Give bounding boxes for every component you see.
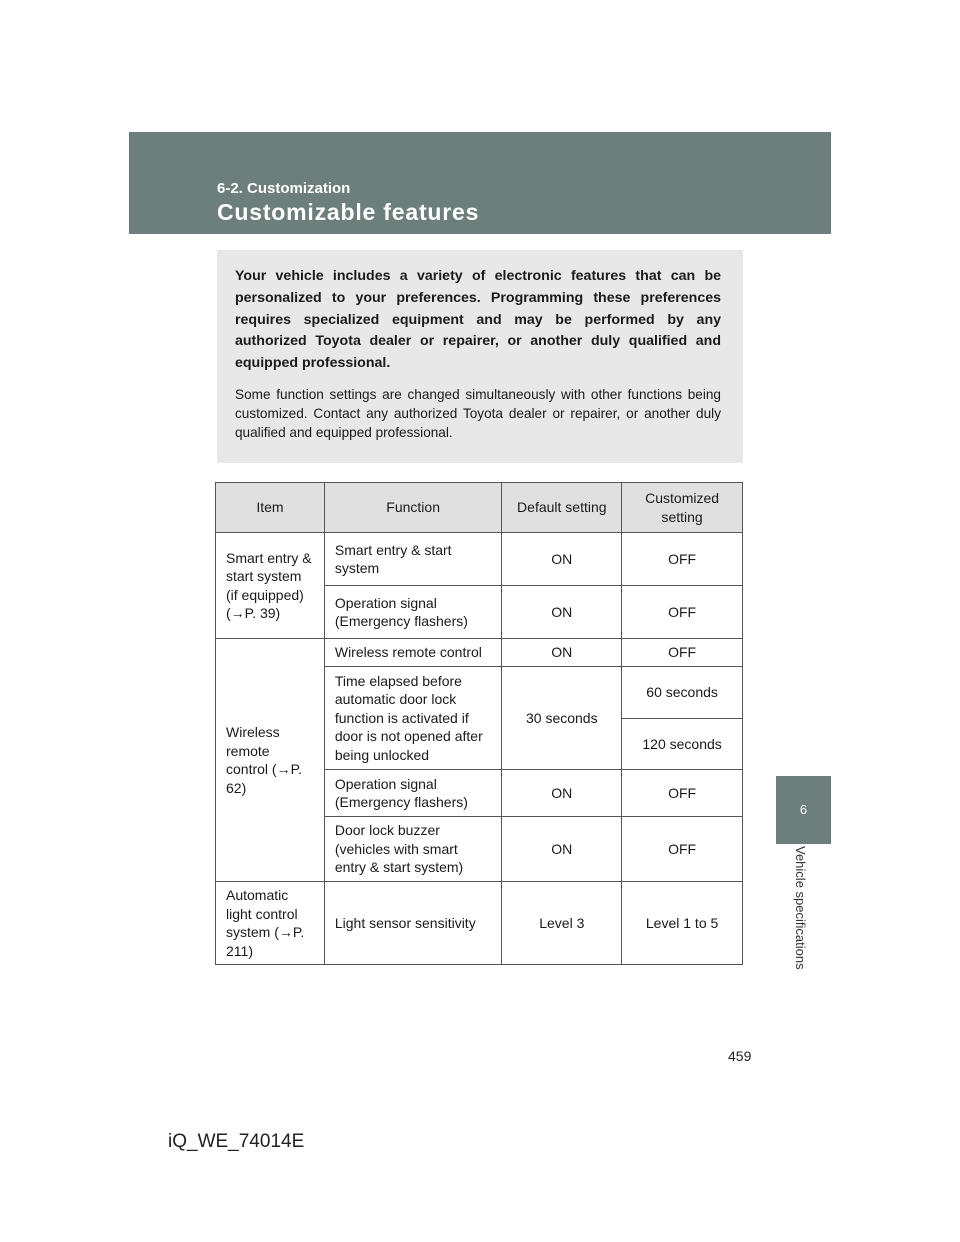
- function-cell: Light sensor sensitivity: [324, 882, 502, 965]
- item-cell: Smart entry & start system (if equipped) (→P. 39): [216, 533, 325, 639]
- chapter-label: Vehicle specifications: [793, 846, 808, 970]
- custom-cell: OFF: [622, 770, 743, 817]
- section-label: 6-2. Customization: [217, 180, 351, 197]
- table-header-row: [216, 483, 743, 533]
- custom-cell: 120 seconds: [622, 719, 743, 770]
- header-default: Default setting: [502, 483, 622, 533]
- table-row: [216, 639, 743, 667]
- intro-note-text: Some function settings are changed simultaneously with other functions being customized. Contact any authorized Toyota dealer or repairer, or another duly qualified and equipped professional.: [235, 386, 721, 440]
- table-row: [216, 533, 743, 586]
- chapter-tab[interactable]: 6: [776, 776, 831, 844]
- function-cell: Wireless remote control: [324, 639, 502, 667]
- item-cell: Wireless remote control (→P. 62): [216, 639, 325, 882]
- header-item: Item: [216, 483, 325, 533]
- function-cell: Operation signal (Emergency flashers): [324, 770, 502, 817]
- page-number: 459: [728, 1048, 752, 1064]
- default-cell: ON: [502, 817, 622, 882]
- custom-cell: OFF: [622, 817, 743, 882]
- header-band: [129, 132, 831, 234]
- default-cell: ON: [502, 586, 622, 639]
- customization-table: [215, 482, 743, 965]
- function-cell: Time elapsed before automatic door lock function is activated if door is not opened after being unlocked: [324, 667, 502, 770]
- default-cell: ON: [502, 533, 622, 586]
- intro-bold-text: Your vehicle includes a variety of electronic features that can be personalized to your preferences. Programming these preferences requires specialized equipment and may be performed by any authorized Toyota dealer or repairer, or another duly qualified and equipped professional.: [235, 268, 721, 372]
- custom-cell: OFF: [622, 586, 743, 639]
- page-title: Customizable features: [217, 199, 480, 225]
- header-customized: Customized setting: [622, 483, 743, 533]
- custom-cell: 60 seconds: [622, 667, 743, 719]
- function-cell: Smart entry & start system: [324, 533, 502, 586]
- custom-cell: OFF: [622, 639, 743, 667]
- intro-box: [217, 250, 743, 463]
- header-function: Function: [324, 483, 502, 533]
- function-cell: Door lock buzzer (vehicles with smart entry & start system): [324, 817, 502, 882]
- default-cell: ON: [502, 639, 622, 667]
- custom-cell: OFF: [622, 533, 743, 586]
- table-row: [216, 882, 743, 965]
- default-cell: Level 3: [502, 882, 622, 965]
- item-cell: Automatic light control system (→P. 211): [216, 882, 325, 965]
- function-cell: Operation signal (Emergency flashers): [324, 586, 502, 639]
- default-cell: 30 seconds: [502, 667, 622, 770]
- document-code: iQ_WE_74014E: [168, 1131, 305, 1152]
- custom-cell: Level 1 to 5: [622, 882, 743, 965]
- default-cell: ON: [502, 770, 622, 817]
